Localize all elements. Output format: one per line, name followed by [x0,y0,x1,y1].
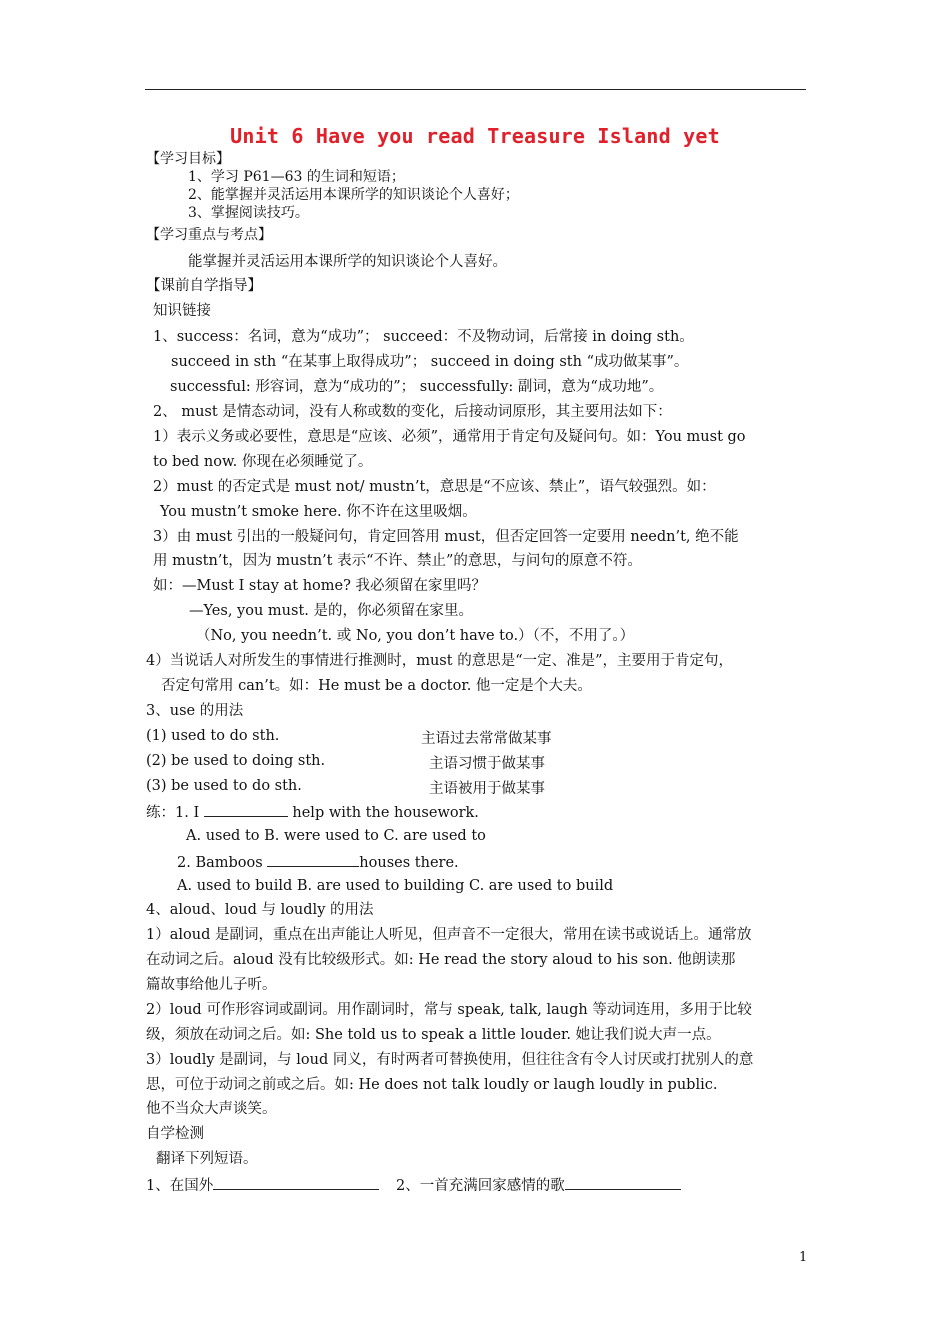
guide-subheading: 知识链接 [153,303,211,319]
guide-line: 2）loud 可作形容词或副词。用作副词时，常与 speak, talk, laugh 等动词连用，多用于比较 [146,1002,752,1018]
guide-line: 用 mustn’t，因为 mustn’t 表示“不许、禁止”的意思，与问句的原意不符。 [153,553,642,569]
header-rule [145,89,806,90]
guide-line: 3）loudly 是副词，与 loud 同义，有时两者可替换使用，但往往含有令人讨厌或打扰别人的意 [146,1052,754,1068]
answer-blank[interactable] [213,1175,379,1190]
guide-line: 在动词之后。aloud 没有比较级形式。如: He read the story aloud to his son. 他朗读那 [146,952,736,968]
use-row-zh: 主语过去常常做某事 [421,731,552,747]
keypoints-heading: 【学习重点与考点】 [146,227,272,243]
guide-line: 1、success：名词，意为“成功”； succeed：不及物动词，后常接 in doing sth。 [153,329,694,345]
use-row-en: (3) be used to do sth. [146,778,302,794]
guide-line: 3）由 must 引出的一般疑问句，肯定回答用 must，但否定回答一定要用 needn’t, 绝不能 [153,529,739,545]
answer-blank[interactable] [565,1175,681,1190]
question-1-label: 1、在国外 [146,1178,214,1194]
selfcheck-question-2 [396,1175,681,1195]
use-heading: 3、use 的用法 [146,703,244,719]
guide-line: succeed in sth “在某事上取得成功”； succeed in doing sth “成功做某事”。 [171,354,689,370]
guide-line: 2）must 的否定式是 must not/ mustn’t，意思是“不应该、禁止”，语气较强烈。如： [153,479,716,495]
selfcheck-subheading: 翻译下列短语。 [156,1151,258,1167]
use-row-en: (2) be used to doing sth. [146,753,326,769]
guide-line: successful: 形容词，意为“成功的”； successfully: 副词，意为“成功地”。 [170,379,664,395]
selfcheck-heading: 自学检测 [146,1126,204,1142]
exercise-1 [146,802,479,822]
guide-line: 1）aloud 是副词，重点在出声能让人听见，但声音不一定很大，常用在读书或说话上。通常放 [146,927,752,943]
objectives-heading: 【学习目标】 [146,151,230,167]
page-number: 1 [799,1250,808,1265]
aloud-heading: 4、aloud、loud 与 loudly 的用法 [146,902,374,918]
use-row-zh: 主语习惯于做某事 [429,756,545,772]
guide-line: 思，可位于动词之前或之后。如: He does not talk loudly or laugh loudly in public. [146,1077,718,1093]
guide-line: 篇故事给他儿子听。 [146,977,277,993]
exercise-2-options: A. used to build B. are used to building C. are used to build [177,878,614,894]
objective-item: 1、学习 P61—63 的生词和短语； [188,169,405,185]
guide-line: 他不当众大声谈笑。 [146,1101,277,1117]
guide-line: —Yes, you must. 是的，你必须留在家里。 [189,603,473,619]
guide-line: 否定句常用 can’t。如：He must be a doctor. 他一定是个大夫。 [161,678,592,694]
selfcheck-question-1 [146,1175,379,1195]
exercise-2-suffix: houses there. [359,855,459,871]
exercise-1-suffix: help with the housework. [292,805,479,821]
answer-blank[interactable] [204,802,288,817]
guide-line: to bed now. 你现在必须睡觉了。 [153,454,373,470]
guide-line: （No, you needn’t. 或 No, you don’t have to.）（不，不用了。） [196,628,635,644]
objective-item: 2、能掌握并灵活运用本课所学的知识谈论个人喜好； [188,187,519,203]
guide-line: 如：—Must I stay at home? 我必须留在家里吗？ [153,578,486,594]
exercise-1-options: A. used to B. were used to C. are used to [186,828,486,844]
guide-heading: 【课前自学指导】 [146,278,262,294]
question-2-label: 2、一首充满回家感情的歌 [396,1178,565,1194]
guide-line: 2、 must 是情态动词，没有人称或数的变化，后接动词原形，其主要用法如下： [153,404,672,420]
exercise-1-prefix: 练：1. I [146,805,200,821]
guide-line: 1）表示义务或必要性，意思是“应该、必须”，通常用于肯定句及疑问句。如：You must go [153,429,746,445]
use-row-en: (1) used to do sth. [146,728,280,744]
guide-line: You mustn’t smoke here. 你不许在这里吸烟。 [160,504,477,520]
guide-line: 4）当说话人对所发生的事情进行推测时，must 的意思是“一定、准是”，主要用于肯定句， [146,653,734,669]
guide-line: 级，须放在动词之后。如: She told us to speak a little louder. 她让我们说大声一点。 [146,1027,721,1043]
page-title: Unit 6 Have you read Treasure Island yet [230,124,720,148]
exercise-2 [177,852,459,872]
answer-blank[interactable] [267,852,359,867]
use-row-zh: 主语被用于做某事 [429,781,545,797]
keypoints-text: 能掌握并灵活运用本课所学的知识谈论个人喜好。 [188,254,507,270]
objective-item: 3、掌握阅读技巧。 [188,205,309,221]
exercise-2-prefix: 2. Bamboos [177,855,263,871]
